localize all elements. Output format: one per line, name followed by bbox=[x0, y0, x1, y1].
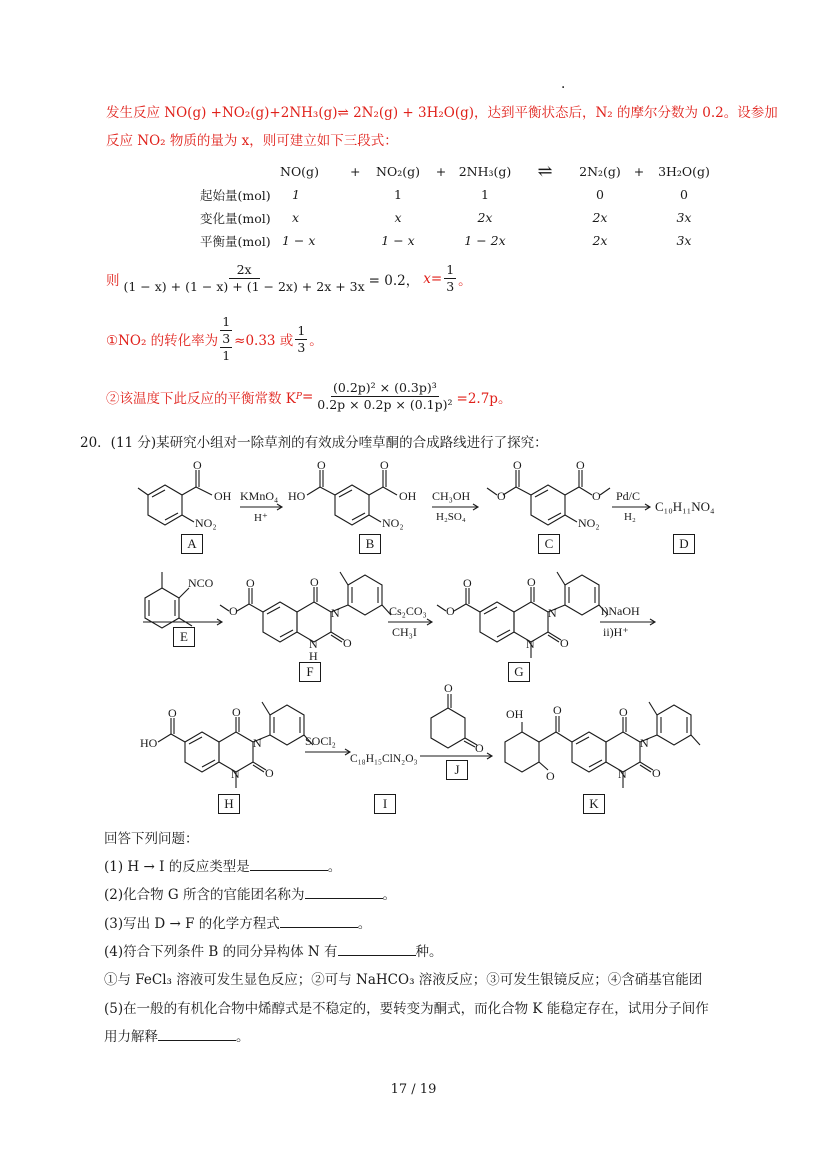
ice-cell: 1 − 2x bbox=[464, 233, 506, 248]
synthesis-scheme bbox=[0, 450, 827, 820]
eq-numerator: 2x bbox=[229, 262, 260, 279]
atom-HO: HO bbox=[140, 736, 158, 750]
question-5-end: 。 bbox=[236, 1029, 250, 1045]
question-heading: 20．(11 分)某研究小组对一除草剂的有效成分喹草酮的合成路线进行了探究： bbox=[80, 435, 548, 451]
arrow-2-reagent: CH₃OH bbox=[432, 489, 471, 503]
atom-O: O bbox=[652, 766, 661, 780]
kp-subscript: P bbox=[295, 391, 302, 402]
atom-O: O bbox=[265, 766, 274, 780]
atom-O: O bbox=[232, 705, 241, 719]
compound-label-K: K bbox=[583, 794, 605, 814]
arrow-1-reagent: KMnO₄ bbox=[240, 489, 279, 503]
kp-numerator: (0.2p)² × (0.3p)³ bbox=[333, 380, 437, 395]
atom-O: O bbox=[592, 489, 601, 503]
eq-x-den: 3 bbox=[446, 279, 455, 294]
arrow-3-reagent: Pd/C bbox=[616, 489, 641, 503]
ice-species: 2N₂(g) bbox=[579, 164, 621, 179]
arrow-7-reagent: SOCl₂ bbox=[305, 734, 336, 748]
kp-prefix: ②该温度下此反应的平衡常数 K bbox=[106, 390, 296, 407]
compound-label-F: F bbox=[299, 662, 321, 682]
answer-blank-5[interactable] bbox=[158, 1026, 236, 1041]
compound-label-J: J bbox=[446, 760, 468, 780]
kp-equals: = bbox=[301, 388, 314, 405]
atom-OH: OH bbox=[399, 489, 417, 503]
equilibrium-arrow: ⇌ bbox=[537, 161, 553, 182]
atom-O: O bbox=[513, 458, 522, 472]
kp-value: =2.7p。 bbox=[456, 390, 512, 407]
answer-blank-2[interactable] bbox=[305, 884, 383, 899]
compound-label-A: A bbox=[181, 534, 203, 554]
ice-cell: 0 bbox=[680, 187, 688, 202]
eq-x: x= bbox=[423, 270, 443, 287]
ice-cell: 1 − x bbox=[282, 233, 316, 248]
atom-OH: OH bbox=[506, 707, 524, 721]
question-5-line-2 bbox=[104, 1025, 250, 1045]
atom-H: H bbox=[309, 649, 318, 663]
atom-N: N bbox=[253, 736, 262, 750]
question-2 bbox=[104, 883, 396, 903]
question-4-end: 种。 bbox=[415, 944, 443, 960]
page-number: 17 / 19 bbox=[390, 1082, 437, 1097]
atom-N: N bbox=[548, 606, 557, 620]
conversion-value: ≈0.33 或 bbox=[234, 333, 294, 349]
question-5-text: 用力解释 bbox=[104, 1029, 158, 1045]
ice-cell: 0 bbox=[596, 187, 604, 202]
ice-row-label: 起始量(mol) bbox=[200, 187, 271, 203]
atom-N: N bbox=[309, 637, 318, 651]
ice-row bbox=[200, 183, 716, 206]
atom-O: O bbox=[246, 576, 255, 590]
atom-O: O bbox=[619, 705, 628, 719]
eq-x-fraction bbox=[444, 262, 456, 295]
eq-x-num: 1 bbox=[446, 262, 455, 277]
question-5-line-1: (5)在一般的有机化合物中烯醇式是不稳定的，要转变为酮式，而化合物 K 能稳定存在，试用分子间作 bbox=[104, 1001, 709, 1017]
eq-prefix: 则 bbox=[106, 272, 120, 289]
atom-O: O bbox=[193, 458, 202, 472]
ice-species: NO(g) bbox=[280, 164, 319, 179]
answer-blank-4[interactable] bbox=[338, 941, 416, 956]
formula-D: C₁₀H₁₁NO₄ bbox=[655, 499, 715, 514]
conv-num2: 1 bbox=[297, 322, 306, 338]
atom-NO2: NO₂ bbox=[195, 516, 217, 530]
atom-O: O bbox=[463, 576, 472, 590]
atom-O: O bbox=[380, 458, 389, 472]
solution-line-2: 反应 NO₂ 物质的量为 x，则可建立如下三段式： bbox=[106, 133, 398, 149]
ice-cell: x bbox=[292, 210, 300, 225]
arrow-1-condition: H⁺ bbox=[254, 512, 268, 524]
arrow-2-condition: H₂SO₄ bbox=[436, 511, 466, 523]
atom-O: O bbox=[576, 458, 585, 472]
atom-O: O bbox=[560, 636, 569, 650]
ice-cell: 2x bbox=[592, 233, 608, 248]
ice-row bbox=[200, 206, 716, 229]
kp-denominator: 0.2p × 0.2p × (0.1p)² bbox=[317, 397, 453, 412]
atom-OH: OH bbox=[214, 489, 232, 503]
question-4-conditions: ①与 FeCl₃ 溶液可发生显色反应；②可与 NaHCO₃ 溶液反应；③可发生银镜反应；④含硝基官能团 bbox=[104, 972, 703, 988]
question-4-text: (4)符合下列条件 B 的同分异构体 N 有 bbox=[104, 944, 338, 960]
arrow-5-reagent: Cs₂CO₃ bbox=[389, 604, 427, 618]
atom-O: O bbox=[475, 741, 484, 755]
atom-N: N bbox=[231, 767, 240, 781]
ice-row bbox=[200, 229, 716, 252]
conversion-compound-fraction bbox=[220, 314, 232, 364]
ice-plus: + bbox=[350, 164, 361, 179]
mole-fraction-equation bbox=[106, 262, 472, 295]
eq-denominator: (1 − x) + (1 − x) + (1 − 2x) + 2x + 3x bbox=[123, 279, 365, 294]
conversion-line bbox=[106, 314, 323, 364]
answer-blank-3[interactable] bbox=[280, 913, 358, 928]
eq-fraction bbox=[122, 262, 367, 295]
atom-O: O bbox=[546, 769, 555, 783]
compound-label-E: E bbox=[173, 627, 195, 647]
compound-label-C: C bbox=[538, 534, 560, 554]
compound-label-G: G bbox=[508, 662, 530, 682]
atom-O: O bbox=[229, 604, 238, 618]
ice-species: NO₂(g) bbox=[376, 164, 420, 179]
ice-cell: 2x bbox=[592, 210, 608, 225]
conversion-prefix: ①NO₂ 的转化率为 bbox=[106, 333, 219, 349]
arrow-3-condition: H₂ bbox=[624, 511, 636, 523]
eq-end: 。 bbox=[458, 272, 472, 289]
conversion-fraction bbox=[295, 323, 307, 356]
atom-O: O bbox=[497, 489, 506, 503]
atom-NCO: NCO bbox=[188, 576, 214, 590]
arrow-6-reagent: i)NaOH bbox=[601, 604, 640, 618]
conv-mid: 3 bbox=[222, 331, 231, 346]
atom-O: O bbox=[527, 575, 536, 589]
atom-O: O bbox=[553, 703, 562, 717]
atom-O: O bbox=[168, 706, 177, 720]
atom-O: O bbox=[317, 458, 326, 472]
page-dot: . bbox=[561, 76, 566, 92]
molecule-J bbox=[431, 694, 477, 748]
atom-NO2: NO₂ bbox=[578, 516, 600, 530]
ice-cell: 3x bbox=[676, 233, 692, 248]
question-1 bbox=[104, 855, 341, 875]
question-1-end: 。 bbox=[327, 859, 342, 875]
question-3 bbox=[104, 912, 371, 932]
question-1-text: (1) H → I 的反应类型是 bbox=[104, 859, 250, 875]
compound-label-I: I bbox=[374, 794, 396, 814]
conv-den2: 3 bbox=[297, 339, 306, 355]
molecule-K bbox=[505, 702, 700, 788]
atom-N: N bbox=[526, 637, 535, 651]
question-2-end: 。 bbox=[382, 887, 396, 903]
atom-N: N bbox=[640, 736, 649, 750]
compound-label-H: H bbox=[218, 794, 240, 814]
atom-O: O bbox=[310, 575, 319, 589]
ice-row-label: 变化量(mol) bbox=[200, 210, 271, 226]
question-4 bbox=[104, 940, 443, 960]
arrow-5-condition: CH₃I bbox=[392, 625, 417, 639]
ice-cell: 1 − x bbox=[381, 233, 415, 248]
ice-plus: + bbox=[633, 164, 645, 179]
atom-O: O bbox=[444, 681, 453, 695]
ice-cell: 3x bbox=[676, 210, 692, 225]
question-3-end: 。 bbox=[357, 916, 372, 932]
atom-O: O bbox=[343, 636, 352, 650]
answer-intro: 回答下列问题： bbox=[104, 831, 199, 847]
ice-plus: + bbox=[435, 164, 447, 179]
conv-num: 1 bbox=[222, 314, 231, 329]
ice-cell: 1 bbox=[394, 187, 402, 202]
eq-rhs: = 0.2， bbox=[368, 272, 420, 289]
ice-species: 3H₂O(g) bbox=[658, 164, 710, 179]
ice-cell: 2x bbox=[477, 210, 493, 225]
ice-row-label: 平衡量(mol) bbox=[200, 233, 271, 249]
answer-blank-1[interactable] bbox=[250, 856, 328, 871]
conversion-end: 。 bbox=[309, 333, 323, 349]
ice-table bbox=[200, 160, 716, 252]
solution-line-1: 发生反应 NO(g) +NO₂(g)+2NH₃(g)⇌ 2N₂(g) + 3H₂O(g)，达到平衡状态后，N₂ 的摩尔分数为 0.2。设参加 bbox=[106, 105, 778, 121]
compound-label-D: D bbox=[673, 534, 695, 554]
ice-cell: 1 bbox=[292, 187, 300, 202]
question-3-text: (3)写出 D → F 的化学方程式 bbox=[104, 916, 280, 932]
atom-NO2: NO₂ bbox=[382, 516, 404, 530]
atom-O: O bbox=[446, 604, 455, 618]
arrow-6-condition: ii)H⁺ bbox=[603, 625, 629, 639]
formula-I: C₁₈H₁₅ClN₂O₃ bbox=[350, 753, 418, 765]
atom-N: N bbox=[618, 767, 627, 781]
ice-cell: x bbox=[394, 210, 402, 225]
compound-label-B: B bbox=[359, 534, 381, 554]
kp-fraction bbox=[315, 380, 454, 413]
ice-species: 2NH₃(g) bbox=[458, 164, 512, 179]
kp-line bbox=[106, 380, 511, 413]
atom-N: N bbox=[331, 606, 340, 620]
question-2-text: (2)化合物 G 所含的官能团名称为 bbox=[104, 887, 305, 903]
molecule-E bbox=[145, 572, 192, 628]
atom-HO: HO bbox=[288, 489, 306, 503]
ice-cell: 1 bbox=[481, 187, 489, 202]
ice-header-row bbox=[200, 160, 716, 183]
conv-den: 1 bbox=[222, 348, 231, 363]
